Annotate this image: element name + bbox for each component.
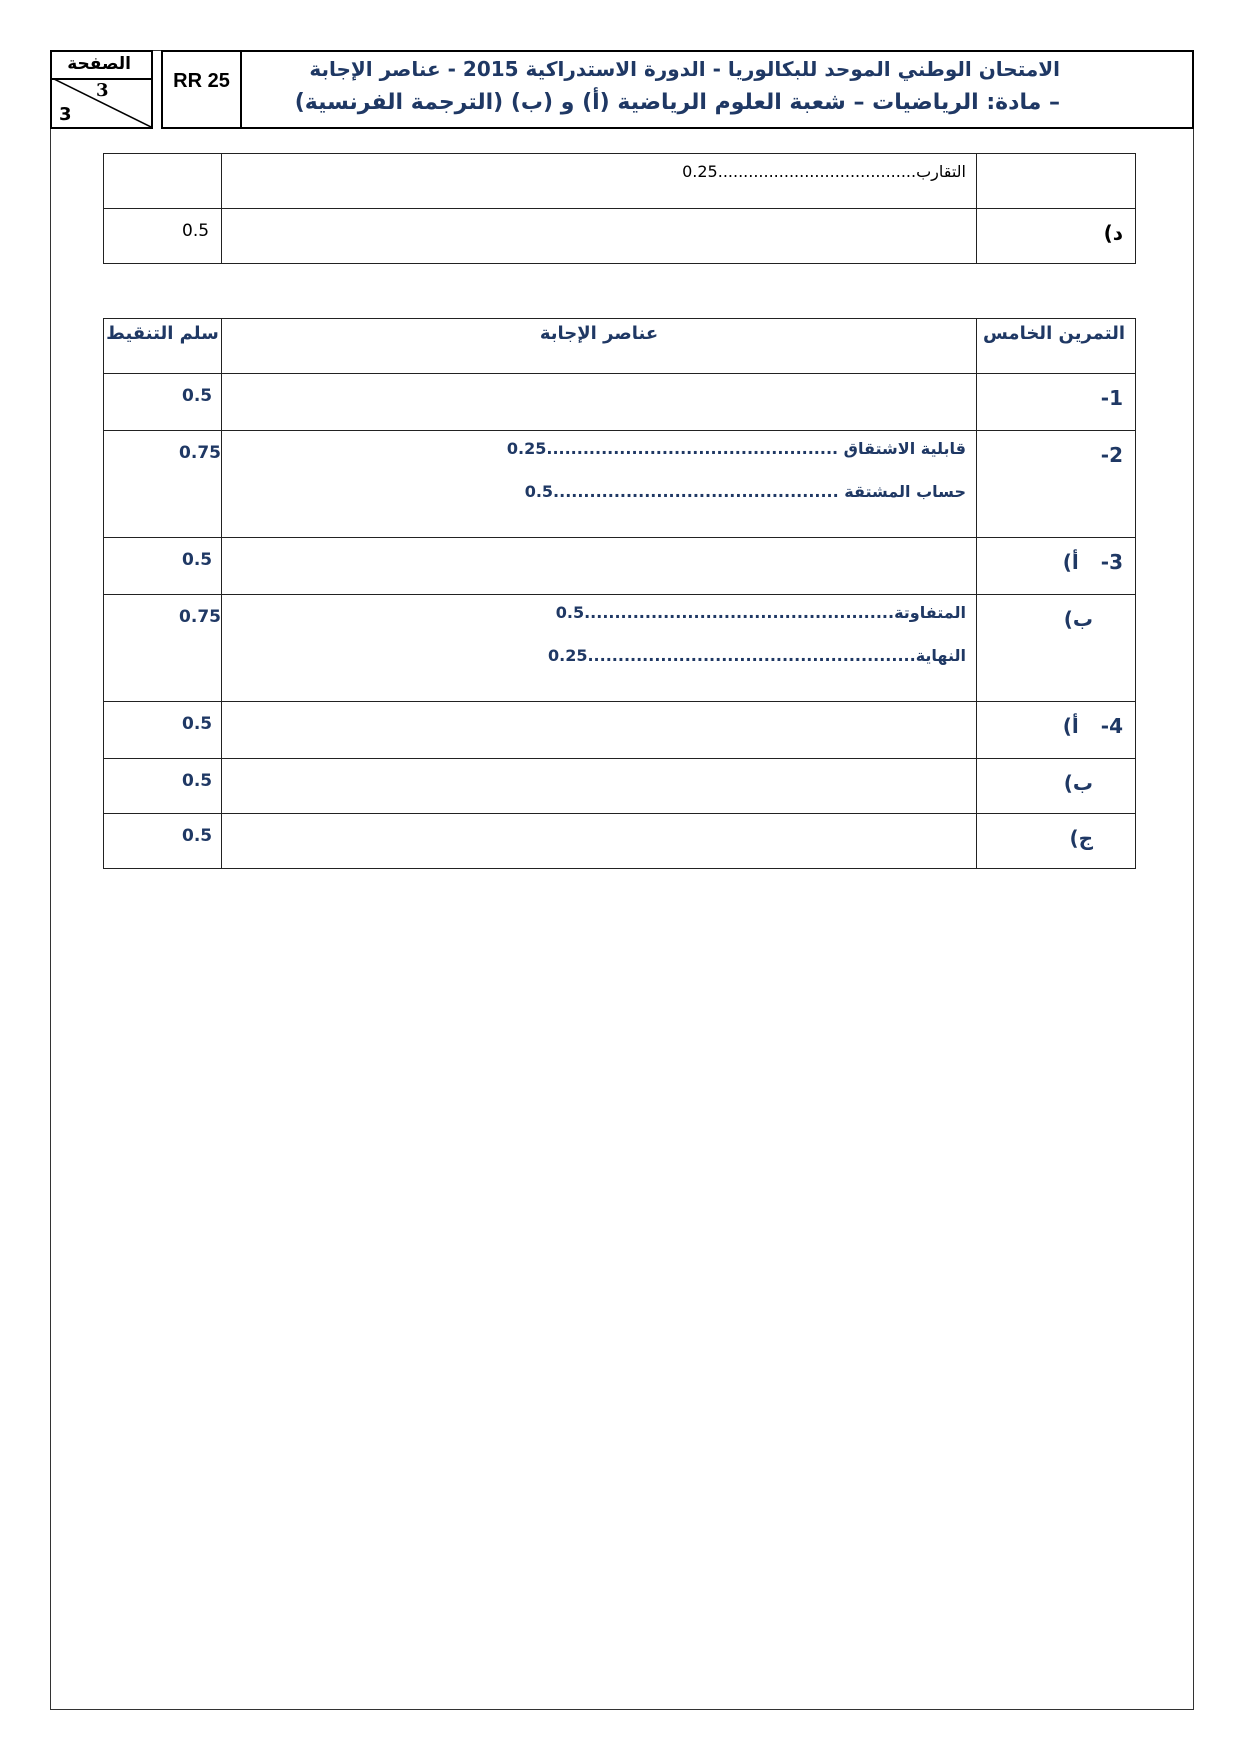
answer-cell [222, 431, 977, 538]
answer-cell [222, 702, 977, 759]
question-number [977, 538, 1136, 595]
answer-cell [222, 538, 977, 595]
question-number-main: 4- [1100, 714, 1123, 738]
score-cell: 0.5 [104, 374, 222, 431]
score-cell [104, 154, 222, 209]
table-row [104, 154, 1136, 209]
question-number: ج) [977, 814, 1136, 869]
exercise-five-table [103, 318, 1136, 869]
question-number-sub: أ) [1062, 550, 1079, 574]
table-header-row [104, 319, 1136, 374]
question-number: ب) [977, 759, 1136, 814]
answer-cell [222, 209, 977, 264]
question-number-main: 3- [1100, 550, 1123, 574]
score-cell: 0.5 [104, 209, 222, 264]
table-row [104, 702, 1136, 759]
answer-line: المتفاوتة...................................................0.5 [555, 603, 966, 622]
question-number: ب) [977, 595, 1136, 702]
question-number-sub: أ) [1062, 714, 1079, 738]
column-header-score: سلم التنقيط [104, 319, 222, 374]
page-number-box [50, 50, 153, 129]
table-row [104, 374, 1136, 431]
page-total: 3 [59, 104, 72, 125]
question-number: د) [977, 209, 1136, 264]
exam-code-box [161, 50, 242, 129]
question-number: 1- [977, 374, 1136, 431]
answer-cell [222, 374, 977, 431]
score-cell: 0.75 [104, 431, 222, 538]
table-row [104, 209, 1136, 264]
table-row [104, 538, 1136, 595]
answer-line: التقارب.......................................0.25 [682, 162, 966, 181]
page-current: 3 [96, 80, 109, 101]
score-cell: 0.5 [104, 538, 222, 595]
question-number: 2- [977, 431, 1136, 538]
question-number [977, 154, 1136, 209]
page-frame [50, 50, 1194, 1710]
table-row [104, 814, 1136, 869]
page-label: الصفحة [67, 54, 131, 74]
exam-subject: – مادة: الرياضيات – شعبة العلوم الرياضية (أ) و (ب) (الترجمة الفرنسية) [294, 90, 1060, 115]
score-cell: 0.5 [104, 814, 222, 869]
table-row [104, 431, 1136, 538]
answer-cell [222, 154, 977, 209]
answer-cell [222, 814, 977, 869]
column-header-answer: عناصر الإجابة [222, 319, 977, 374]
answer-cell [222, 595, 977, 702]
score-cell: 0.75 [104, 595, 222, 702]
table-row [104, 759, 1136, 814]
table-row [104, 595, 1136, 702]
exam-title: الامتحان الوطني الموحد للبكالوريا - الدورة الاستدراكية 2015 - عناصر الإجابة [309, 57, 1060, 81]
answer-line: حساب المشتقة ...............................................0.5 [524, 482, 966, 501]
title-box [240, 50, 1194, 129]
answer-cell [222, 759, 977, 814]
exam-code: RR 25 [173, 70, 230, 92]
score-cell: 0.5 [104, 702, 222, 759]
question-number [977, 702, 1136, 759]
answer-line: النهاية......................................................0.25 [547, 646, 966, 665]
continuation-table [103, 153, 1136, 264]
column-header-exercise: التمرين الخامس [977, 319, 1136, 374]
score-cell: 0.5 [104, 759, 222, 814]
answer-line: قابلية الاشتقاق ................................................0.25 [506, 439, 966, 458]
